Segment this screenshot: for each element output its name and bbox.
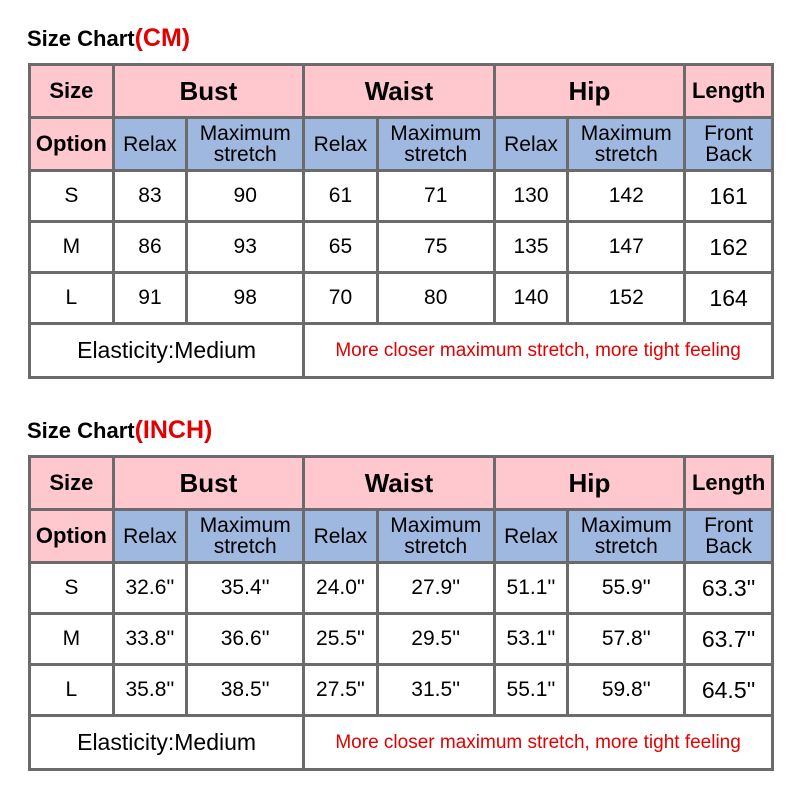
bust-relax-cell: 86 (115, 223, 186, 271)
length-cell: 63.3'' (686, 564, 771, 612)
table-row (31, 666, 771, 714)
waist-relax-cell: 27.5'' (305, 666, 376, 714)
footer-row (31, 325, 771, 376)
elasticity-label: Elasticity:Medium (31, 325, 302, 376)
bust-header: Bust (115, 458, 303, 508)
hip-relax-cell: 53.1'' (496, 615, 567, 663)
length-cell: 63.7'' (686, 615, 771, 663)
waist-relax-header: Relax (305, 511, 376, 561)
option-header: Option (31, 511, 112, 561)
max-line2: stretch (213, 143, 277, 166)
front-line2: Back (705, 143, 752, 166)
header-row (31, 66, 771, 116)
bust-max-cell: 90 (188, 172, 302, 220)
hip-relax-cell: 140 (496, 274, 567, 322)
hip-max-header (569, 511, 683, 561)
title-text: Size Chart (27, 26, 135, 51)
subheader-row (31, 119, 771, 169)
length-header: Length (686, 66, 771, 116)
hip-relax-cell: 130 (496, 172, 567, 220)
waist-max-cell: 75 (379, 223, 493, 271)
bust-relax-cell: 33.8'' (115, 615, 186, 663)
hip-relax-header: Relax (496, 119, 567, 169)
title-unit: (INCH) (134, 416, 213, 444)
max-line1: Maximum (199, 514, 291, 537)
length-cell: 162 (686, 223, 771, 271)
waist-header: Waist (305, 458, 493, 508)
length-cell: 161 (686, 172, 771, 220)
max-line2: stretch (594, 143, 658, 166)
max-line1: Maximum (390, 514, 482, 537)
hip-max-cell: 142 (569, 172, 683, 220)
front-line1: Front (704, 514, 754, 537)
waist-max-header (379, 511, 493, 561)
front-line2: Back (705, 535, 752, 558)
size-cell: M (31, 223, 112, 271)
waist-max-cell: 31.5'' (379, 666, 493, 714)
hip-max-cell: 57.8'' (569, 615, 683, 663)
header-row (31, 458, 771, 508)
hip-header: Hip (496, 66, 684, 116)
length-cell: 64.5'' (686, 666, 771, 714)
hip-max-cell: 152 (569, 274, 683, 322)
hip-relax-cell: 51.1'' (496, 564, 567, 612)
hip-max-cell: 55.9'' (569, 564, 683, 612)
hip-header: Hip (496, 458, 684, 508)
waist-max-cell: 29.5'' (379, 615, 493, 663)
waist-max-cell: 71 (379, 172, 493, 220)
elasticity-label: Elasticity:Medium (31, 717, 302, 768)
waist-relax-cell: 70 (305, 274, 376, 322)
waist-relax-cell: 65 (305, 223, 376, 271)
size-table-inch (28, 455, 774, 771)
size-header: Size (31, 458, 112, 508)
front-line1: Front (704, 122, 754, 145)
table-row (31, 172, 771, 220)
bust-max-cell: 98 (188, 274, 302, 322)
hip-max-header (569, 119, 683, 169)
size-cell: L (31, 666, 112, 714)
length-header: Length (686, 458, 771, 508)
waist-relax-cell: 24.0'' (305, 564, 376, 612)
table-row (31, 223, 771, 271)
bust-max-cell: 35.4'' (188, 564, 302, 612)
bust-max-header (188, 119, 302, 169)
table-row (31, 274, 771, 322)
bust-max-cell: 36.6'' (188, 615, 302, 663)
waist-header: Waist (305, 66, 493, 116)
size-cell: L (31, 274, 112, 322)
size-chart-cm-title (27, 24, 190, 53)
size-header: Size (31, 66, 112, 116)
title-unit: (CM) (134, 24, 191, 52)
size-cell: M (31, 615, 112, 663)
hip-relax-cell: 135 (496, 223, 567, 271)
table-row (31, 615, 771, 663)
waist-max-cell: 80 (379, 274, 493, 322)
bust-relax-cell: 83 (115, 172, 186, 220)
bust-max-cell: 38.5'' (188, 666, 302, 714)
hip-relax-header: Relax (496, 511, 567, 561)
size-cell: S (31, 564, 112, 612)
max-line2: stretch (594, 535, 658, 558)
option-header: Option (31, 119, 112, 169)
footer-row (31, 717, 771, 768)
hip-max-cell: 59.8'' (569, 666, 683, 714)
bust-max-header (188, 511, 302, 561)
stretch-note: More closer maximum stretch, more tight feeling (305, 717, 771, 768)
table-row (31, 564, 771, 612)
stretch-note: More closer maximum stretch, more tight feeling (305, 325, 771, 376)
title-text: Size Chart (27, 418, 135, 443)
bust-relax-cell: 32.6'' (115, 564, 186, 612)
bust-header: Bust (115, 66, 303, 116)
max-line1: Maximum (580, 122, 672, 145)
max-line2: stretch (404, 143, 468, 166)
bust-relax-cell: 91 (115, 274, 186, 322)
bust-max-cell: 93 (188, 223, 302, 271)
max-line1: Maximum (199, 122, 291, 145)
max-line1: Maximum (390, 122, 482, 145)
max-line2: stretch (213, 535, 277, 558)
hip-relax-cell: 55.1'' (496, 666, 567, 714)
max-line2: stretch (404, 535, 468, 558)
waist-max-cell: 27.9'' (379, 564, 493, 612)
bust-relax-header: Relax (115, 119, 186, 169)
front-back-header (686, 119, 771, 169)
bust-relax-cell: 35.8'' (115, 666, 186, 714)
subheader-row (31, 511, 771, 561)
length-cell: 164 (686, 274, 771, 322)
hip-max-cell: 147 (569, 223, 683, 271)
waist-relax-header: Relax (305, 119, 376, 169)
size-table-cm (28, 63, 774, 379)
waist-relax-cell: 61 (305, 172, 376, 220)
size-cell: S (31, 172, 112, 220)
max-line1: Maximum (580, 514, 672, 537)
waist-relax-cell: 25.5'' (305, 615, 376, 663)
size-chart-inch-title (27, 416, 212, 445)
bust-relax-header: Relax (115, 511, 186, 561)
waist-max-header (379, 119, 493, 169)
front-back-header (686, 511, 771, 561)
